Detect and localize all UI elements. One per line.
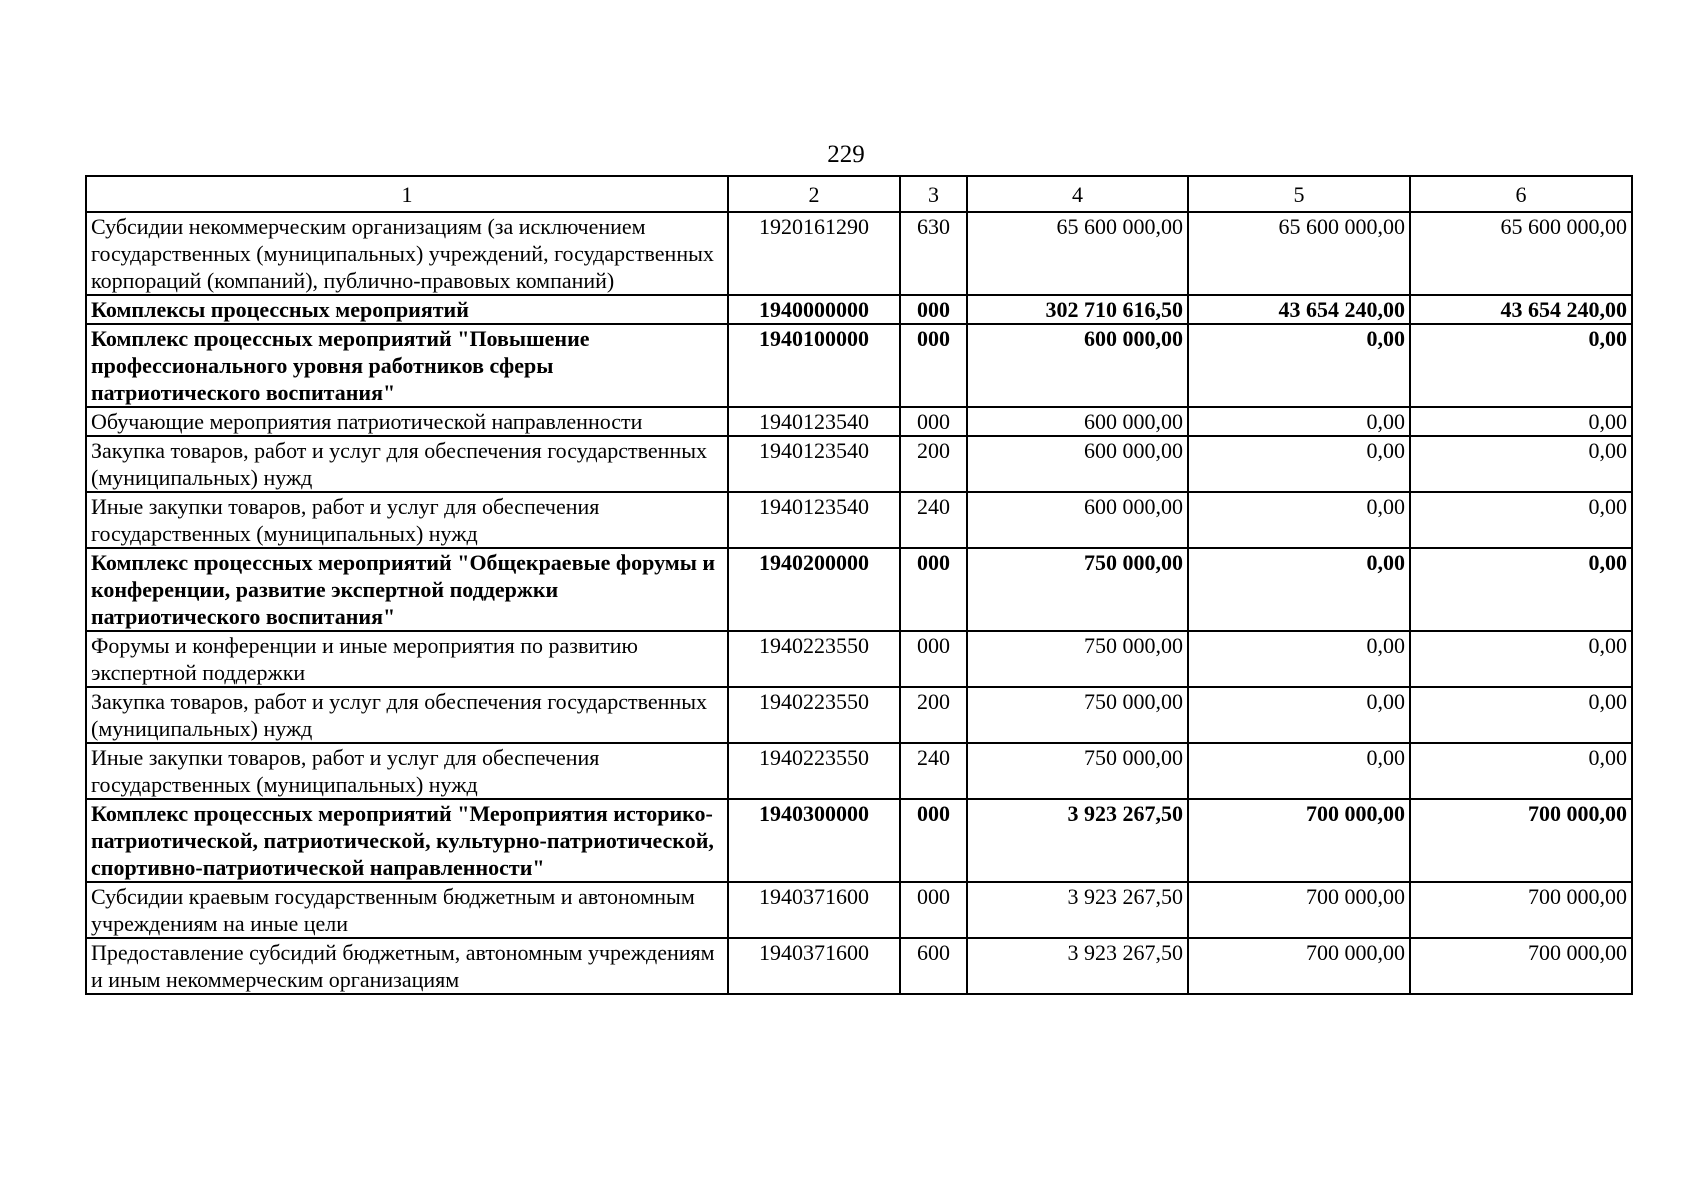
row-amount-col5-cell: 0,00	[1188, 492, 1410, 548]
row-amount-col5-cell: 65 600 000,00	[1188, 212, 1410, 295]
table-row	[86, 407, 1632, 436]
row-name-cell: Обучающие мероприятия патриотической направленности	[86, 407, 728, 436]
row-amount-col5-cell: 0,00	[1188, 631, 1410, 687]
row-type-cell: 000	[900, 799, 967, 882]
row-type-cell: 000	[900, 407, 967, 436]
row-amount-col5-cell: 700 000,00	[1188, 799, 1410, 882]
row-type-cell: 600	[900, 938, 967, 994]
column-header: 5	[1188, 176, 1410, 212]
row-amount-col6-cell: 0,00	[1410, 743, 1632, 799]
row-amount-col4-cell: 750 000,00	[967, 743, 1188, 799]
row-code-cell: 1940100000	[728, 324, 900, 407]
column-header: 1	[86, 176, 728, 212]
row-amount-col6-cell: 700 000,00	[1410, 799, 1632, 882]
row-name-cell: Закупка товаров, работ и услуг для обеспечения государственных (муниципальных) нужд	[86, 687, 728, 743]
row-name-cell: Закупка товаров, работ и услуг для обеспечения государственных (муниципальных) нужд	[86, 436, 728, 492]
row-code-cell: 1940000000	[728, 295, 900, 324]
page-number: 229	[827, 141, 865, 168]
row-type-cell: 000	[900, 324, 967, 407]
row-amount-col5-cell: 0,00	[1188, 324, 1410, 407]
row-amount-col6-cell: 700 000,00	[1410, 882, 1632, 938]
row-amount-col5-cell: 43 654 240,00	[1188, 295, 1410, 324]
row-code-cell: 1940223550	[728, 687, 900, 743]
row-amount-col4-cell: 3 923 267,50	[967, 882, 1188, 938]
row-code-cell: 1940223550	[728, 743, 900, 799]
row-code-cell: 1940371600	[728, 938, 900, 994]
row-amount-col5-cell: 0,00	[1188, 436, 1410, 492]
table-row	[86, 324, 1632, 407]
table-row	[86, 938, 1632, 994]
row-amount-col5-cell: 0,00	[1188, 743, 1410, 799]
column-header: 4	[967, 176, 1188, 212]
row-code-cell: 1920161290	[728, 212, 900, 295]
row-amount-col6-cell: 65 600 000,00	[1410, 212, 1632, 295]
row-type-cell: 000	[900, 295, 967, 324]
row-amount-col4-cell: 302 710 616,50	[967, 295, 1188, 324]
row-amount-col5-cell: 0,00	[1188, 687, 1410, 743]
table-row	[86, 295, 1632, 324]
table-row	[86, 548, 1632, 631]
row-amount-col4-cell: 600 000,00	[967, 492, 1188, 548]
row-amount-col5-cell: 0,00	[1188, 407, 1410, 436]
row-code-cell: 1940123540	[728, 436, 900, 492]
row-code-cell: 1940123540	[728, 492, 900, 548]
row-type-cell: 000	[900, 631, 967, 687]
row-name-cell: Комплекс процессных мероприятий "Повышение профессионального уровня работников сферы патриотического воспитания"	[86, 324, 728, 407]
row-amount-col4-cell: 3 923 267,50	[967, 938, 1188, 994]
row-amount-col4-cell: 600 000,00	[967, 436, 1188, 492]
row-code-cell: 1940300000	[728, 799, 900, 882]
row-amount-col6-cell: 43 654 240,00	[1410, 295, 1632, 324]
table-row	[86, 743, 1632, 799]
column-header: 6	[1410, 176, 1632, 212]
column-header: 2	[728, 176, 900, 212]
row-amount-col4-cell: 600 000,00	[967, 324, 1188, 407]
table-row	[86, 687, 1632, 743]
row-amount-col6-cell: 0,00	[1410, 407, 1632, 436]
row-amount-col6-cell: 0,00	[1410, 492, 1632, 548]
row-name-cell: Комплексы процессных мероприятий	[86, 295, 728, 324]
row-name-cell: Иные закупки товаров, работ и услуг для обеспечения государственных (муниципальных) нужд	[86, 492, 728, 548]
column-header: 3	[900, 176, 967, 212]
row-amount-col6-cell: 0,00	[1410, 687, 1632, 743]
row-type-cell: 630	[900, 212, 967, 295]
row-amount-col6-cell: 0,00	[1410, 548, 1632, 631]
row-code-cell: 1940223550	[728, 631, 900, 687]
table-row	[86, 436, 1632, 492]
row-name-cell: Субсидии некоммерческим организациям (за исключением государственных (муниципальных) учреждений, государственных корпораций (компаний), публично-правовых компаний)	[86, 212, 728, 295]
row-amount-col5-cell: 0,00	[1188, 548, 1410, 631]
row-amount-col4-cell: 750 000,00	[967, 548, 1188, 631]
row-name-cell: Форумы и конференции и иные мероприятия по развитию экспертной поддержки	[86, 631, 728, 687]
row-amount-col4-cell: 65 600 000,00	[967, 212, 1188, 295]
row-amount-col4-cell: 3 923 267,50	[967, 799, 1188, 882]
row-code-cell: 1940123540	[728, 407, 900, 436]
row-amount-col4-cell: 750 000,00	[967, 631, 1188, 687]
row-amount-col5-cell: 700 000,00	[1188, 882, 1410, 938]
row-name-cell: Комплекс процессных мероприятий "Мероприятия историко-патриотической, патриотической, культурно-патриотической, спортивно-патриотической направленности"	[86, 799, 728, 882]
table-row	[86, 492, 1632, 548]
row-amount-col6-cell: 0,00	[1410, 324, 1632, 407]
row-amount-col6-cell: 700 000,00	[1410, 938, 1632, 994]
row-type-cell: 200	[900, 436, 967, 492]
row-name-cell: Предоставление субсидий бюджетным, автономным учреждениям и иным некоммерческим организациям	[86, 938, 728, 994]
row-amount-col4-cell: 750 000,00	[967, 687, 1188, 743]
row-name-cell: Иные закупки товаров, работ и услуг для обеспечения государственных (муниципальных) нужд	[86, 743, 728, 799]
row-code-cell: 1940200000	[728, 548, 900, 631]
row-code-cell: 1940371600	[728, 882, 900, 938]
row-type-cell: 200	[900, 687, 967, 743]
budget-table	[85, 175, 1633, 995]
table-row	[86, 631, 1632, 687]
table-row	[86, 212, 1632, 295]
row-amount-col4-cell: 600 000,00	[967, 407, 1188, 436]
row-type-cell: 000	[900, 548, 967, 631]
row-name-cell: Комплекс процессных мероприятий "Общекраевые форумы и конференции, развитие экспертной поддержки патриотического воспитания"	[86, 548, 728, 631]
row-amount-col6-cell: 0,00	[1410, 631, 1632, 687]
table-row	[86, 799, 1632, 882]
table-header-row	[86, 176, 1632, 212]
table-row	[86, 882, 1632, 938]
row-name-cell: Субсидии краевым государственным бюджетным и автономным учреждениям на иные цели	[86, 882, 728, 938]
row-type-cell: 240	[900, 492, 967, 548]
row-type-cell: 000	[900, 882, 967, 938]
row-amount-col6-cell: 0,00	[1410, 436, 1632, 492]
row-type-cell: 240	[900, 743, 967, 799]
row-amount-col5-cell: 700 000,00	[1188, 938, 1410, 994]
